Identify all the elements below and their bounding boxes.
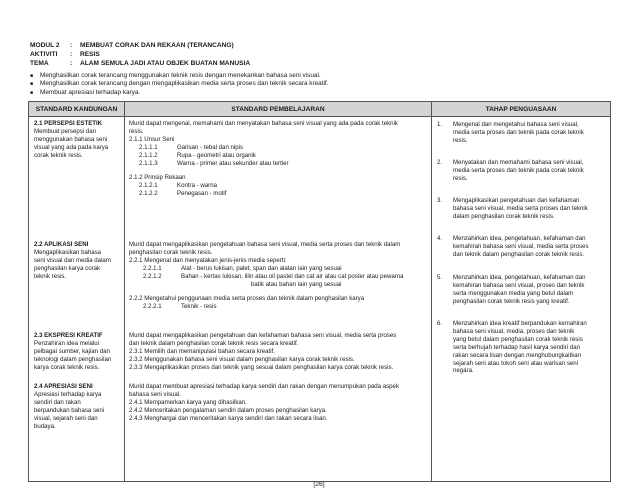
objective-text: Menghasilkan corak terancang menggunakan teknik resis dengan menekankan bahasa seni visual.	[40, 72, 321, 79]
objective-item	[30, 89, 328, 97]
sp-item-number: 2.2.1.2	[143, 272, 162, 280]
header-row-module	[30, 41, 250, 50]
sp-line: bahasa seni visual.	[129, 390, 181, 398]
header-key: AKTIVITI	[30, 51, 58, 58]
header-row-aktiviti	[30, 50, 250, 59]
tp-number: 6.	[437, 320, 443, 327]
sk-line: Apresiasi terhadap karya	[34, 390, 102, 398]
sk-2-2	[34, 241, 122, 281]
tp-level-6	[437, 320, 610, 375]
sp-subheading: 2.2.2 Mengetahui penggunaan media serta proses dan teknik dalam penghasilan karya	[129, 295, 365, 303]
tp-text	[453, 320, 610, 375]
sp-subheading: 2.2.1 Mengenal dan menyatakan jenis-jenis media seperti:	[129, 256, 287, 264]
tp-line: rakan secara lisan dengan menghubungkaitkan	[453, 351, 582, 359]
tp-line: resis.	[453, 174, 468, 182]
sp-item	[129, 190, 429, 198]
header-standard-pembelajaran: STANDARD PEMBELAJARAN	[125, 102, 432, 117]
sp-item-text: Garisan - tebal dan nipis	[177, 143, 244, 151]
sk-line: seni visual dan media dalam	[34, 256, 111, 264]
sp-2-2	[129, 241, 429, 311]
sp-item	[129, 160, 429, 168]
tp-line: kemahiran bahasa seni visual, proses dan teknik	[453, 281, 585, 289]
tp-text	[453, 274, 610, 306]
header-value: MEMBUAT CORAK DAN REKAAN (TERANCANG)	[80, 42, 234, 49]
tp-line: dalam penghasilan corak teknik resis.	[453, 212, 555, 220]
bullet-icon: ■	[30, 89, 34, 96]
sk-line: Membuat persepsi dan	[34, 127, 96, 135]
tp-line: negara.	[453, 367, 474, 375]
sk-2-1	[34, 120, 122, 160]
sp-item	[129, 144, 429, 152]
sp-line: resis.	[129, 127, 144, 135]
sk-line: corak teknik resis.	[34, 151, 83, 159]
tp-line: sejarah seni atau tokoh seni atau warisan seni	[453, 359, 578, 367]
tp-number: 3.	[437, 197, 443, 204]
header-key: MODUL 2	[30, 42, 60, 49]
sp-line: Murid dapat mengenal, memahami dan menyatakan bahasa seni visual yang ada pada corak teknik	[129, 120, 398, 127]
sp-item-number: 2.2.1.1	[143, 264, 162, 272]
sk-line: pelbagai sumber, kajian dan	[34, 347, 110, 355]
objective-item	[30, 80, 328, 88]
sp-line: 2.4.1 Mempamerkan karya yang dihasilkan.	[129, 398, 247, 406]
sp-line: Murid dapat mengaplikasikan pengetahuan dan kefahaman bahasa seni visual, media serta proses	[129, 332, 397, 339]
bullet-icon: ■	[30, 81, 34, 88]
tp-text	[453, 235, 610, 259]
sp-item-number: 2.1.2.2	[139, 190, 158, 198]
sp-item-text: Penegasan - motif	[177, 190, 227, 198]
tp-line: bahasa seni visual, media serta proses dan teknik	[453, 204, 588, 212]
tp-text	[453, 197, 610, 221]
sp-line: 2.4.3 Menghargai dan menceritakan karya sendiri dan rakan secara lisan.	[129, 414, 328, 422]
sp-item	[129, 303, 429, 311]
sp-line: penghasilan corak teknik resis.	[129, 248, 213, 256]
sp-subheading: 2.1.1 Unsur Seni	[129, 135, 175, 143]
tp-line: Menzahirkan idea, pengetahuan, kefahaman dan	[453, 274, 586, 281]
sk-2-4	[34, 383, 122, 430]
sp-2-4	[129, 383, 429, 423]
sk-title: 2.4 APRESIASI SENI	[34, 383, 93, 390]
sk-line: Mengaplikasikan bahasa	[34, 248, 102, 256]
sk-line: visual yang ada pada karya	[34, 143, 109, 151]
sp-cell	[125, 117, 432, 482]
sp-item-text: Teknik - resis	[181, 303, 217, 311]
tp-number: 4.	[437, 235, 443, 242]
table-header-row	[29, 102, 611, 117]
header-value: ALAM SEMULA JADI ATAU OBJEK BUATAN MANUSIA	[80, 60, 251, 67]
sk-line: berpandukan bahasa seni	[34, 406, 105, 414]
sp-item-text: Alat - berus lukisan, palet, span dan alatan lain yang sesuai	[181, 264, 342, 272]
tp-number: 5.	[437, 274, 443, 281]
tp-line: media serta proses dan teknik pada corak teknik	[453, 166, 584, 174]
page-number: [26]	[313, 481, 325, 488]
module-header	[30, 41, 250, 68]
sk-line: karya corak teknik resis.	[34, 363, 100, 371]
sp-item	[129, 265, 429, 273]
sk-line: teknik resis.	[34, 272, 67, 280]
tp-level-3	[437, 197, 610, 221]
tp-level-4	[437, 235, 610, 259]
sp-line: 2.4.2 Menceritakan pengalaman sendiri dalam proses penghasilan karya.	[129, 406, 327, 414]
tp-line: yang betul dalam penghasilan corak teknik resis	[453, 335, 583, 343]
sp-line: 2.3.2 Menggunakan bahasa seni visual dalam penghasilan karya corak teknik resis.	[129, 355, 355, 363]
sp-2-1	[129, 120, 429, 198]
sp-item	[129, 182, 429, 190]
tp-line: serta menggunakan media yang betul dalam	[453, 289, 574, 297]
tp-line: Mengenal dan mengetahui bahasa seni visual,	[453, 121, 579, 128]
tp-level-2	[437, 159, 610, 183]
tp-line: Menzahirkan idea kreatif berpandukan kemahiran	[453, 320, 587, 327]
sp-item-text: Kontra - warna	[177, 182, 217, 190]
sk-line: menggunakan bahasa seni	[34, 135, 108, 143]
sp-line: dan teknik dalam penghasilan corak teknik resis secara kreatif.	[129, 339, 299, 347]
sp-item-number: 2.1.2.1	[139, 182, 158, 190]
sp-line: Murid dapat mengaplikasikan pengetahuan bahasa seni visual, media serta proses dan teknik dalam	[129, 241, 401, 248]
header-standard-kandungan: STANDARD KANDUNGAN	[29, 102, 125, 117]
sp-line: Murid dapat membuat apresiasi terhadap karya sendiri dan rakan dengan menumpukan pada aspek	[129, 383, 399, 390]
sp-item-number: 2.1.1.1	[139, 143, 158, 151]
sk-line: budaya.	[34, 422, 56, 430]
sp-subheading: 2.1.2 Prinsip Rekaan	[129, 174, 186, 182]
sp-item-text: Bahan - kertas lukisan, lilin atau oil pastel dan cat air atau cat poster atau pewarna	[181, 272, 404, 280]
tp-level-5	[437, 274, 610, 306]
tp-number: 2.	[437, 159, 443, 166]
header-value: RESIS	[80, 51, 100, 58]
sk-cell	[29, 117, 125, 482]
header-sep: :	[70, 60, 73, 67]
tp-number: 1.	[437, 121, 443, 128]
objectives-list	[30, 72, 328, 97]
table-body-row	[29, 117, 611, 482]
sp-line: 2.3.1 Memilih dan memanipulasi bahan secara kreatif.	[129, 347, 275, 355]
tp-line: dan teknik dalam penghasilan corak teknik resis.	[453, 250, 585, 258]
sp-item-text: Rupa - geometri atau organik	[177, 151, 256, 159]
tp-text	[453, 159, 610, 183]
objective-text: Menghasilkan corak terancang dengan mengaplikasikan media serta proses dan teknik secara kreatif.	[40, 80, 329, 88]
sk-2-3	[34, 332, 122, 372]
standards-table	[28, 101, 611, 482]
sk-title: 2.3 EKSPRESI KREATIF	[34, 332, 103, 339]
header-tahap-penguasaan: TAHAP PENGUASAAN	[432, 102, 611, 117]
tp-line: media serta proses dan teknik pada corak teknik	[453, 128, 584, 136]
sp-item-text: Warna - primer atau sekunder atau tertier	[177, 159, 289, 167]
sk-line: sendiri dan rakan	[34, 398, 81, 406]
sk-line: teknologi dalam penghasilan	[34, 355, 112, 363]
header-sep: :	[70, 42, 73, 49]
objective-text: Membuat apresiasi terhadap karya.	[40, 88, 141, 96]
header-key: TEMA	[30, 60, 49, 67]
tp-line: Mengaplikasikan pengetahuan dan kefahaman	[453, 197, 580, 204]
sp-item-number: 2.1.1.3	[139, 159, 158, 167]
sk-line: penghasilan karya corak	[34, 264, 101, 272]
sk-line: visual, sejarah seni dan	[34, 414, 98, 422]
sp-item	[129, 152, 429, 160]
tp-line: bahasa seni visual, media, proses dan teknik	[453, 327, 575, 335]
tp-cell	[432, 117, 611, 482]
sk-title: 2.2 APLIKASI SENI	[34, 241, 89, 248]
bullet-icon: ■	[30, 73, 34, 79]
sp-line: 2.3.3 Mengaplikasikan proses dan teknik yang sesuai dalam penghasilan karya corak teknik resis.	[129, 363, 394, 371]
sp-2-3	[129, 332, 429, 372]
sp-item-number: 2.2.2.1	[143, 303, 162, 311]
sp-item-number: 2.1.1.2	[139, 151, 158, 159]
header-row-tema	[30, 59, 250, 68]
sk-line: Penzahiran idea melalui	[34, 339, 100, 347]
sk-title: 2.1 PERSEPSI ESTETIK	[34, 120, 103, 127]
tp-line: Menyatakan dan memahami bahasa seni visual,	[453, 159, 584, 166]
tp-line: serta berhujah terhadap hasil karya sendiri dan	[453, 343, 581, 351]
sp-line: batik atau bahan lain yang sesuai	[251, 280, 342, 288]
tp-line: Menzahirkan idea, pengetahuan, kefahaman dan	[453, 235, 586, 242]
tp-line: penghasilan corak teknik resis yang kreatif.	[453, 297, 570, 305]
tp-text	[453, 121, 610, 145]
tp-level-1	[437, 121, 610, 145]
sp-item	[129, 273, 429, 281]
tp-line: resis.	[453, 136, 468, 144]
objective-item	[30, 72, 328, 80]
header-sep: :	[70, 51, 73, 58]
tp-line: kemahiran bahasa seni visual, media serta proses	[453, 242, 589, 250]
